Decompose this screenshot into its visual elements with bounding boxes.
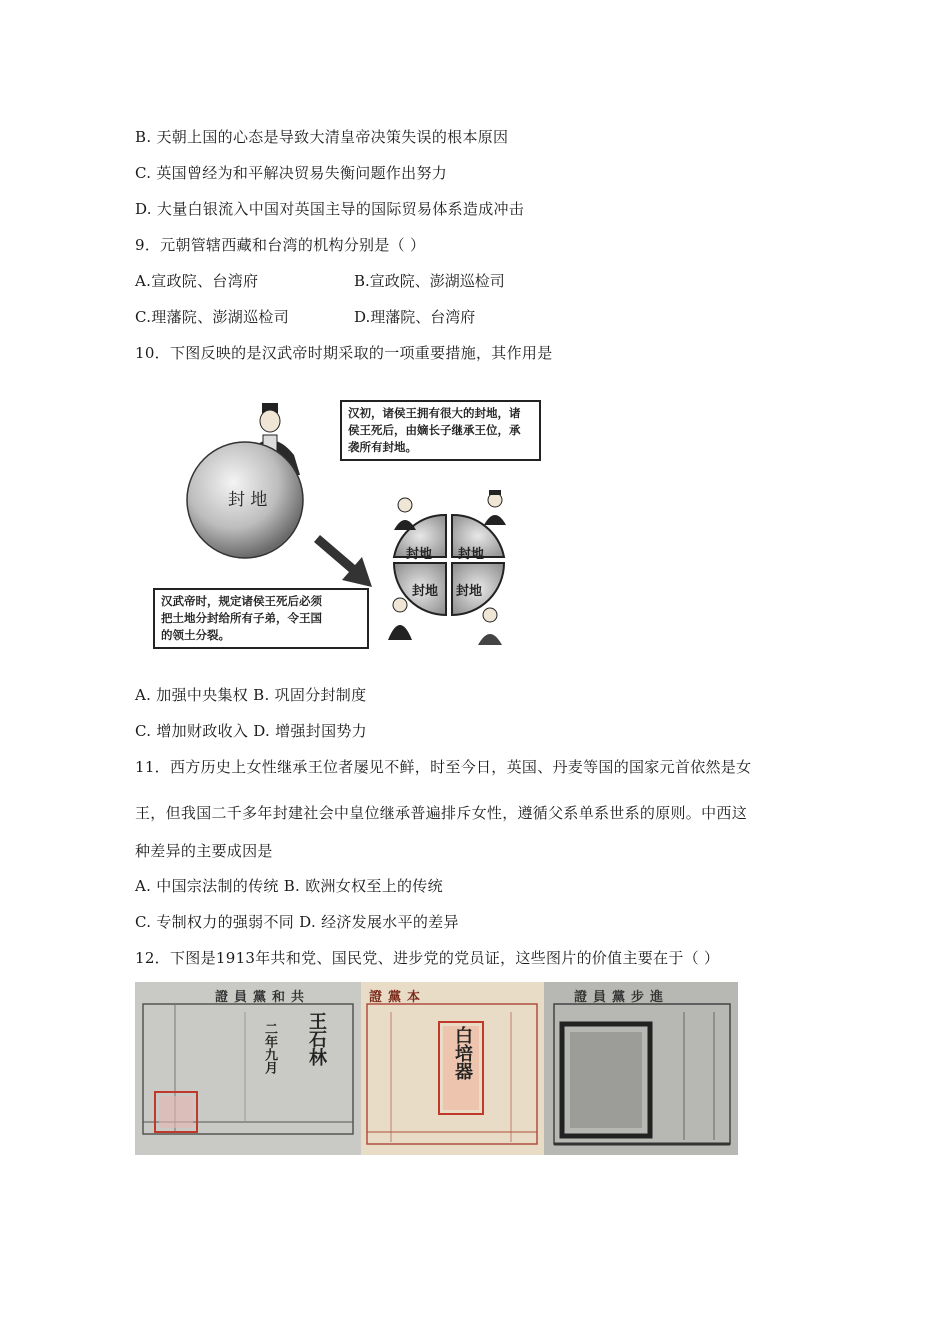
piece-label-1: 封地 [406,547,433,562]
q11-stem-line2: 王，但我国二千多年封建社会中皇位继承普遍排斥女性，遵循父系单系世系的原则。中西这 [135,804,748,822]
jinbu-party-card: 證員黨步進 [544,982,738,1155]
q12-membership-cards [135,982,738,1155]
arrow-icon [314,535,372,587]
q8-option-b: B. 天朝上国的心态是导致大清皇帝决策失误的根本原因 [135,128,509,146]
q12-stem: 12．下图是1913年共和党、国民党、进步党的党员证，这些图片的价值主要在于（ ） [135,949,720,967]
guomin-party-card: 證黨本 白培器 [361,982,544,1155]
gonghe-party-card: 證員黨和共 王石林 二年九月 [135,982,361,1155]
q9-option-a: A.宣政院、台湾府 [135,272,259,290]
q9-option-d: D.理藩院、台湾府 [354,308,476,326]
q11-stem-line3: 种差异的主要成因是 [135,842,273,860]
q11-stem-line1: 11．西方历史上女性继承王位者屡见不鲜，时至今日，英国、丹麦等国的国家元首依然是女 [135,758,752,776]
piece-label-3: 封地 [412,584,439,599]
q9-option-b: B.宣政院、澎湖巡检司 [354,272,505,290]
q10-stem: 10．下图反映的是汉武帝时期采取的一项重要措施，其作用是 [135,344,553,362]
q8-option-d: D. 大量白银流入中国对英国主导的国际贸易体系造成冲击 [135,200,525,218]
q9-option-c: C.理藩院、澎湖巡检司 [135,308,290,326]
gonghe-date: 二年九月 [262,1022,277,1074]
q11-options-ab: A. 中国宗法制的传统 B. 欧洲女权至上的传统 [135,877,443,895]
q8-option-c: C. 英国曾经为和平解决贸易失衡问题作出努力 [135,164,448,182]
q9-stem: 9．元朝管辖西藏和台湾的机构分别是（ ） [135,236,426,254]
ball-label: 封 地 [228,490,268,510]
q11-options-cd: C. 专制权力的强弱不同 D. 经济发展水平的差异 [135,913,459,931]
guomin-member-name: 白培器 [452,1026,473,1080]
q10-figure [150,395,540,655]
q10-options-cd: C. 增加财政收入 D. 增强封国势力 [135,722,367,740]
piece-label-4: 封地 [456,584,483,599]
caption-bottom: 汉武帝时，规定诸侯王死后必须 把土地分封给所有子弟，令王国 的领土分裂。 [153,588,369,649]
caption-top: 汉初，诸侯王拥有很大的封地，诸 侯王死后，由嫡长子继承王位，承 袭所有封地。 [340,400,541,461]
piece-label-2: 封地 [458,547,485,562]
gonghe-member-name: 王石林 [306,1012,327,1066]
q10-options-ab: A. 加强中央集权 B. 巩固分封制度 [135,686,367,704]
